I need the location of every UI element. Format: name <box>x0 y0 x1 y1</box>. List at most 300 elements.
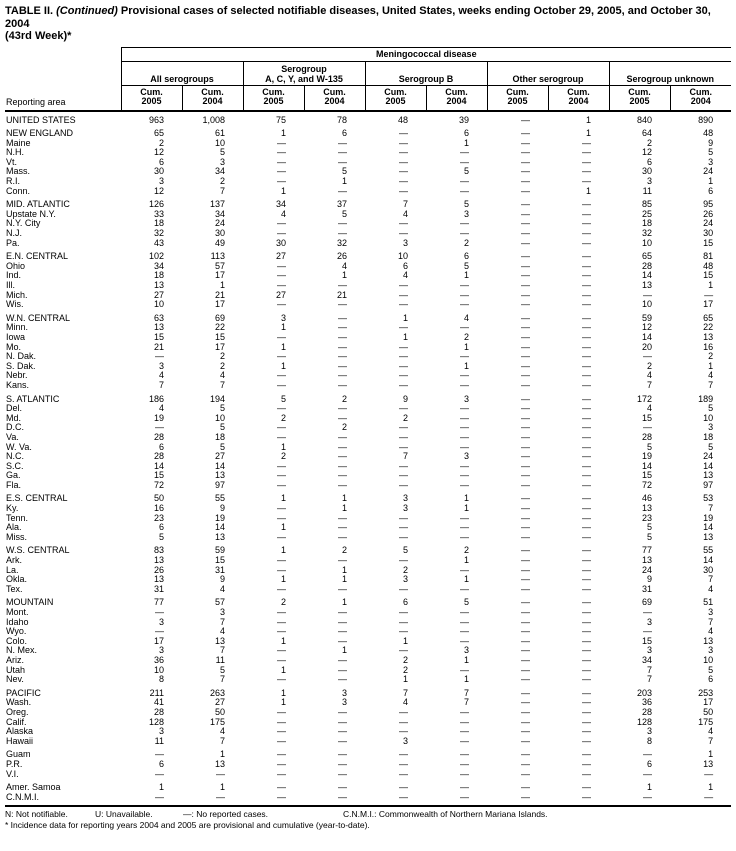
value-cell: 55 <box>703 545 714 556</box>
value-cell: 7 <box>646 664 652 675</box>
value-cell: — <box>521 218 530 229</box>
value-cell: — <box>521 555 530 566</box>
value-cell: — <box>155 422 164 433</box>
value-cell: 1 <box>341 597 347 608</box>
value-cell: 24 <box>703 218 714 229</box>
value-cell: — <box>338 441 347 452</box>
value-cell: — <box>460 460 469 471</box>
value-cell: 890 <box>698 114 714 125</box>
value-cell: — <box>460 716 469 727</box>
value-cell: — <box>460 758 469 769</box>
value-cell: 3 <box>158 726 164 737</box>
value-cell: 7 <box>219 674 225 685</box>
col-header-cum-2005: Cum. 2005 <box>121 85 182 111</box>
value-cell: 840 <box>636 114 652 125</box>
value-cell: — <box>338 654 347 665</box>
value-cell: 30 <box>641 166 652 177</box>
value-cell: 2 <box>463 545 469 556</box>
value-cell: — <box>582 583 591 594</box>
group-header-other-serogroup: Other serogroup <box>487 61 609 85</box>
value-cell: 1 <box>280 687 286 698</box>
value-cell: — <box>277 512 286 523</box>
table-row <box>5 746 731 760</box>
value-cell: — <box>277 166 286 177</box>
col-header-cum-2005: Cum. 2005 <box>609 85 670 111</box>
value-cell: 65 <box>703 312 714 323</box>
value-cell: — <box>338 782 347 793</box>
value-cell: 963 <box>148 114 164 125</box>
table-row <box>5 618 731 628</box>
table-row <box>5 433 731 443</box>
value-cell: — <box>399 555 408 566</box>
value-cell: — <box>399 228 408 239</box>
value-cell: 30 <box>153 166 164 177</box>
value-cell: — <box>338 706 347 717</box>
value-cell: — <box>338 379 347 390</box>
value-cell: 21 <box>336 289 347 300</box>
value-cell: 17 <box>214 299 225 310</box>
value-cell: 6 <box>708 185 714 196</box>
value-cell: — <box>399 218 408 229</box>
value-cell: — <box>399 431 408 442</box>
value-cell: — <box>399 185 408 196</box>
value-cell: — <box>582 147 591 158</box>
value-cell: 22 <box>214 322 225 333</box>
value-cell: 5 <box>219 422 225 433</box>
value-cell: 51 <box>703 597 714 608</box>
value-cell: — <box>277 645 286 656</box>
table-row <box>5 414 731 424</box>
value-cell: 15 <box>703 237 714 248</box>
value-cell: 49 <box>214 237 225 248</box>
value-cell: — <box>521 322 530 333</box>
value-cell: 3 <box>280 312 286 323</box>
value-cell: — <box>582 228 591 239</box>
value-cell: 14 <box>153 460 164 471</box>
value-cell: 48 <box>703 260 714 271</box>
value-cell: 7 <box>463 697 469 708</box>
value-cell: — <box>399 607 408 617</box>
value-cell: — <box>216 791 225 802</box>
value-cell: 4 <box>341 260 347 271</box>
value-cell: 85 <box>641 199 652 210</box>
value-cell: 18 <box>153 270 164 281</box>
value-cell: — <box>582 749 591 760</box>
reporting-area-cell: Utah <box>6 664 26 675</box>
value-cell: — <box>277 791 286 802</box>
value-cell: — <box>460 322 469 333</box>
table-row <box>5 666 731 676</box>
value-cell: 12 <box>641 147 652 158</box>
value-cell: 41 <box>153 697 164 708</box>
reporting-area-cell: Mo. <box>6 341 22 352</box>
value-cell: — <box>277 228 286 239</box>
table-row <box>5 371 731 381</box>
value-cell: 11 <box>154 735 164 746</box>
value-cell: — <box>521 331 530 342</box>
value-cell: — <box>277 479 286 490</box>
value-cell: — <box>521 280 530 290</box>
table-row <box>5 443 731 453</box>
value-cell: 3 <box>402 503 408 514</box>
value-cell: — <box>582 280 591 290</box>
value-cell: — <box>582 597 591 608</box>
value-cell: — <box>521 441 530 452</box>
value-cell: — <box>521 791 530 802</box>
value-cell: 95 <box>703 199 714 210</box>
value-cell: 13 <box>703 531 714 542</box>
value-cell: 15 <box>641 635 652 646</box>
table-row <box>5 708 731 718</box>
value-cell: 5 <box>463 597 469 608</box>
value-cell: — <box>338 460 347 471</box>
footnote-legend-line <box>5 809 731 820</box>
value-cell: — <box>277 379 286 390</box>
reporting-area-cell: N. Dak. <box>6 351 37 362</box>
value-cell: 3 <box>341 687 347 698</box>
value-cell: 26 <box>336 251 347 262</box>
value-cell: 28 <box>153 431 164 442</box>
value-cell: — <box>521 735 530 746</box>
value-cell: 1 <box>341 574 347 585</box>
value-cell: — <box>521 758 530 769</box>
value-cell: — <box>521 726 530 737</box>
column-header-row <box>5 85 731 111</box>
value-cell: 3 <box>158 360 164 371</box>
value-cell: 2 <box>280 412 286 423</box>
value-cell: — <box>582 431 591 442</box>
value-cell: — <box>460 726 469 737</box>
value-cell: 1 <box>708 176 714 187</box>
value-cell: — <box>460 228 469 239</box>
value-cell: — <box>460 403 469 414</box>
value-cell: 6 <box>158 758 164 769</box>
value-cell: — <box>338 626 347 637</box>
value-cell: — <box>460 422 469 433</box>
value-cell: — <box>460 431 469 442</box>
value-cell: — <box>582 312 591 323</box>
table-row <box>5 333 731 343</box>
value-cell: 39 <box>458 114 469 125</box>
value-cell: 36 <box>641 697 652 708</box>
value-cell: 3 <box>708 156 714 167</box>
value-cell: 2 <box>280 597 286 608</box>
value-cell: — <box>338 360 347 371</box>
value-cell: 7 <box>219 379 225 390</box>
value-cell: 7 <box>463 687 469 698</box>
value-cell: — <box>521 616 530 627</box>
value-cell: — <box>582 460 591 471</box>
value-cell: 5 <box>463 199 469 210</box>
value-cell: 1 <box>280 341 286 352</box>
table-row <box>5 391 731 405</box>
reporting-area-label: Reporting area <box>6 96 66 107</box>
table-row <box>5 271 731 281</box>
value-cell: 14 <box>214 522 225 533</box>
reporting-area-cell: Tex. <box>6 583 23 594</box>
value-cell: 13 <box>703 635 714 646</box>
reporting-area-cell: N.H. <box>6 147 24 158</box>
value-cell: — <box>460 564 469 575</box>
footnote-incidence-note: * Incidence data for reporting years 2004 and 2005 are provisional and cumulative (year-to-date). <box>5 819 370 830</box>
value-cell: 50 <box>703 706 714 717</box>
value-cell: 1 <box>402 331 408 342</box>
value-cell: 186 <box>148 393 164 404</box>
reporting-area-cell: Mass. <box>6 166 31 177</box>
value-cell: 1 <box>585 114 591 125</box>
table-row <box>5 404 731 414</box>
value-cell: — <box>582 664 591 675</box>
value-cell: — <box>399 512 408 523</box>
value-cell: 63 <box>153 312 164 323</box>
value-cell: 7 <box>402 451 408 462</box>
value-cell: 14 <box>641 331 652 342</box>
value-cell: — <box>399 768 408 779</box>
reporting-area-cell: Guam <box>6 749 31 760</box>
value-cell: 43 <box>153 237 164 248</box>
value-cell: — <box>582 607 591 617</box>
value-cell: — <box>521 522 530 533</box>
value-cell: 172 <box>636 393 652 404</box>
value-cell: — <box>338 664 347 675</box>
table-row <box>5 210 731 220</box>
reporting-area-cell: Ariz. <box>6 654 24 665</box>
value-cell: — <box>399 147 408 158</box>
value-cell: — <box>521 479 530 490</box>
value-cell: — <box>460 289 469 300</box>
value-cell: — <box>399 289 408 300</box>
value-cell: 16 <box>153 503 164 514</box>
reporting-area-cell: W.N. CENTRAL <box>6 312 71 323</box>
value-cell: 4 <box>402 270 408 281</box>
header-spacer <box>5 47 121 61</box>
value-cell: — <box>582 251 591 262</box>
reporting-area-cell: N.Y. City <box>6 218 41 229</box>
reporting-area-cell: S. ATLANTIC <box>6 393 60 404</box>
reporting-area-cell: Ohio <box>6 260 26 271</box>
value-cell: 3 <box>708 607 714 617</box>
value-cell: — <box>582 522 591 533</box>
value-cell: 1 <box>280 322 286 333</box>
value-cell: 1 <box>280 635 286 646</box>
value-cell: — <box>338 635 347 646</box>
value-cell: 83 <box>153 545 164 556</box>
value-cell: — <box>643 768 652 779</box>
value-cell: 10 <box>153 664 164 675</box>
value-cell: — <box>582 199 591 210</box>
value-cell: 7 <box>708 574 714 585</box>
value-cell: — <box>582 393 591 404</box>
value-cell: — <box>643 607 652 617</box>
value-cell: — <box>399 749 408 760</box>
value-cell: 4 <box>280 208 286 219</box>
table-row <box>5 490 731 504</box>
value-cell: 30 <box>703 564 714 575</box>
value-cell: — <box>521 687 530 698</box>
table-row <box>5 727 731 737</box>
value-cell: — <box>399 782 408 793</box>
reporting-area-cell: Maine <box>6 137 31 148</box>
value-cell: 15 <box>641 412 652 423</box>
title-continued: (Continued) <box>56 5 118 17</box>
value-cell: 28 <box>641 706 652 717</box>
value-cell: — <box>460 531 469 542</box>
value-cell: 8 <box>158 674 164 685</box>
value-cell: — <box>582 166 591 177</box>
value-cell: — <box>521 237 530 248</box>
value-cell: — <box>521 782 530 793</box>
value-cell: — <box>338 470 347 481</box>
reporting-area-cell: D.C. <box>6 422 24 433</box>
value-cell: — <box>399 360 408 371</box>
value-cell: 10 <box>153 299 164 310</box>
value-cell: 77 <box>641 545 652 556</box>
reporting-area-cell: Hawaii <box>6 735 34 746</box>
value-cell: — <box>277 176 286 187</box>
reporting-area-cell: P.R. <box>6 758 23 769</box>
table-row <box>5 718 731 728</box>
reporting-area-cell: Idaho <box>6 616 29 627</box>
value-cell: 9 <box>219 574 225 585</box>
value-cell: 34 <box>275 199 286 210</box>
value-cell: — <box>582 726 591 737</box>
value-cell: — <box>582 512 591 523</box>
value-cell: 12 <box>153 185 164 196</box>
value-cell: — <box>521 635 530 646</box>
value-cell: — <box>460 735 469 746</box>
value-cell: 2 <box>341 422 347 433</box>
value-cell: 27 <box>275 289 286 300</box>
value-cell: — <box>460 441 469 452</box>
reporting-area-cell: Ark. <box>6 555 23 566</box>
value-cell: 1 <box>341 645 347 656</box>
value-cell: — <box>521 312 530 323</box>
col-header-cum-2004: Cum. 2004 <box>548 85 609 111</box>
value-cell: 24 <box>703 451 714 462</box>
value-cell: 6 <box>158 522 164 533</box>
value-cell: — <box>582 403 591 414</box>
reporting-area-cell: La. <box>6 564 19 575</box>
value-cell: 113 <box>210 251 225 262</box>
value-cell: 2 <box>708 351 714 362</box>
value-cell: 2 <box>402 564 408 575</box>
value-cell: — <box>338 299 347 310</box>
value-cell: — <box>338 726 347 737</box>
reporting-area-cell: Ala. <box>6 522 22 533</box>
value-cell: 1 <box>280 522 286 533</box>
value-cell: — <box>582 351 591 362</box>
value-cell: 26 <box>153 564 164 575</box>
value-cell: 25 <box>641 208 652 219</box>
value-cell: 3 <box>463 645 469 656</box>
value-cell: 253 <box>698 687 714 698</box>
value-cell: — <box>338 403 347 414</box>
value-cell: — <box>521 251 530 262</box>
value-cell: 6 <box>158 156 164 167</box>
footnotes <box>5 807 731 830</box>
value-cell: — <box>582 782 591 793</box>
reporting-area-cell: Mont. <box>6 607 29 617</box>
value-cell: — <box>338 331 347 342</box>
value-cell: — <box>582 412 591 423</box>
value-cell: — <box>338 749 347 760</box>
reporting-area-cell: Ind. <box>6 270 22 281</box>
value-cell: — <box>155 607 164 617</box>
value-cell: — <box>521 493 530 504</box>
value-cell: 24 <box>703 166 714 177</box>
footnote-no-reported-cases: —: No reported cases. <box>183 809 269 820</box>
value-cell: 24 <box>641 564 652 575</box>
value-cell: 1 <box>280 664 286 675</box>
value-cell: 2 <box>341 545 347 556</box>
value-cell: — <box>399 479 408 490</box>
table-row <box>5 139 731 149</box>
value-cell: 59 <box>641 312 652 323</box>
reporting-area-cell: Oreg. <box>6 706 29 717</box>
value-cell: — <box>399 531 408 542</box>
reporting-area-cell: Wash. <box>6 697 32 708</box>
value-cell: — <box>582 441 591 452</box>
value-cell: — <box>399 583 408 594</box>
value-cell: 203 <box>636 687 652 698</box>
value-cell: 34 <box>641 654 652 665</box>
value-cell: — <box>643 422 652 433</box>
value-cell: — <box>399 645 408 656</box>
reporting-area-cell: Conn. <box>6 185 31 196</box>
value-cell: — <box>582 645 591 656</box>
table-row <box>5 575 731 585</box>
value-cell: 137 <box>209 199 225 210</box>
value-cell: — <box>582 574 591 585</box>
value-cell: 17 <box>703 697 714 708</box>
value-cell: 2 <box>646 360 652 371</box>
value-cell: — <box>521 208 530 219</box>
value-cell: 1 <box>280 493 286 504</box>
table-row <box>5 300 731 310</box>
value-cell: — <box>338 351 347 362</box>
table-row <box>5 698 731 708</box>
value-cell: — <box>704 768 714 779</box>
value-cell: — <box>399 166 408 177</box>
table-row <box>5 533 731 543</box>
value-cell: — <box>521 654 530 665</box>
value-cell: — <box>460 470 469 481</box>
reporting-area-cell: Va. <box>6 431 19 442</box>
value-cell: — <box>521 674 530 685</box>
header-spacer <box>5 61 121 85</box>
value-cell: 7 <box>708 379 714 390</box>
value-cell: 57 <box>214 260 225 271</box>
value-cell: — <box>216 768 225 779</box>
value-cell: 5 <box>219 441 225 452</box>
footnote-unavailable: U: Unavailable. <box>95 809 153 820</box>
value-cell: 175 <box>209 716 225 727</box>
value-cell: — <box>582 331 591 342</box>
value-cell: 1 <box>463 503 469 514</box>
value-cell: — <box>582 341 591 352</box>
group-header-serogroup-acyw135: Serogroup A, C, Y, and W-135 <box>243 61 365 85</box>
value-cell: — <box>582 156 591 167</box>
value-cell: 1 <box>280 545 286 556</box>
value-cell: 4 <box>219 583 225 594</box>
value-cell: 19 <box>641 451 652 462</box>
value-cell: 1 <box>341 270 347 281</box>
value-cell: 2 <box>402 412 408 423</box>
value-cell: — <box>460 299 469 310</box>
group-header-all-serogroups: All serogroups <box>121 61 243 85</box>
value-cell: — <box>582 237 591 248</box>
reporting-area-cell: V.I. <box>6 768 19 779</box>
